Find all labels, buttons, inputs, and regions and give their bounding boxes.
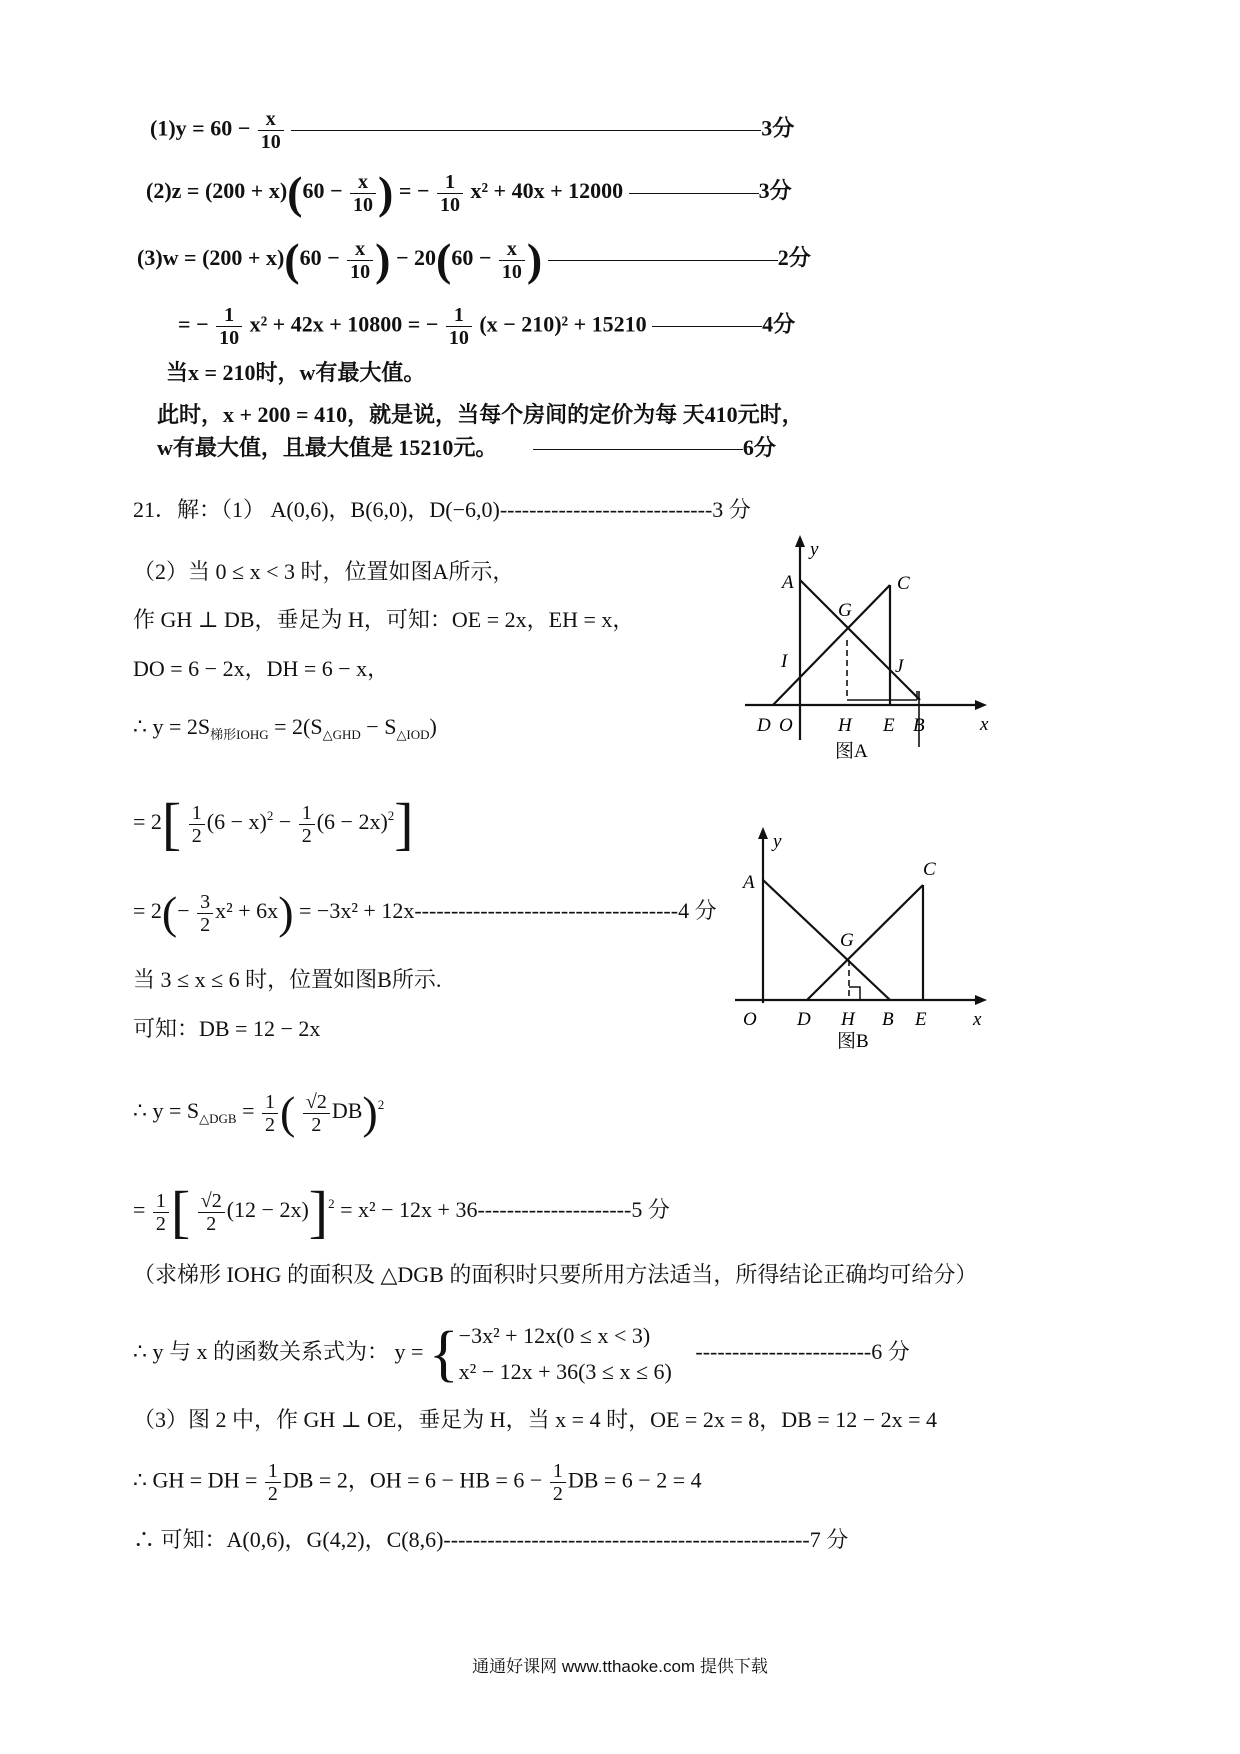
- q21-line10: ∴ $y = S_{\triangle DGB}$ = $\frac{1}{2}$ ( $\frac{√2}{2}$ DB)$^2$: [133, 1087, 385, 1138]
- q21-line9: 可知：DB = 12 − 2x: [133, 1016, 321, 1041]
- figa-label-o: O: [779, 715, 793, 736]
- figb-line-dc: [807, 885, 923, 1000]
- figb-label-h: H: [841, 1009, 855, 1030]
- figa-line-dc: [773, 585, 890, 705]
- q21-line3: 作 GH ⊥ DB，垂足为 H，可知：OE = 2x，EH = x，: [133, 607, 635, 632]
- figb-label-x: x: [973, 1009, 982, 1030]
- q21-line11: = $\frac{1}{2}$ [ $\frac{√2}{2}$ (12 − 2x)]$^2$ = x² − 12x + 36---------------------5 分: [133, 1179, 670, 1244]
- q21-line5: ∴ $y = 2S_{梯形IOHG} = 2(S_{\triangle GHD} - S_{\triangle IOD})$: [133, 714, 437, 742]
- figa-line-ab: [800, 580, 920, 700]
- figb-label-y: y: [773, 831, 782, 852]
- figa-label-e: E: [883, 715, 895, 736]
- q21-line2: （2）当 0 ≤ x < 3 时，位置如图A所示，: [133, 559, 515, 584]
- figa-label-a: A: [782, 572, 794, 593]
- figa-label-d: D: [757, 715, 771, 736]
- figb-label-e: E: [915, 1009, 927, 1030]
- p20-line4: = − $\frac{1}{10}$ x² + 42x + 10800 = − $\frac{1}{10}$ (x − 210)² + 15210 4分: [178, 304, 796, 349]
- q21-line14: ∴ GH = DH = $\frac{1}{2}$ DB = 2，OH = 6 − HB = 6 − $\frac{1}{2}$ DB = 6 − 2 = 4: [133, 1460, 702, 1505]
- figa-label-h: H: [838, 715, 852, 736]
- q21-line7: = 2(− $\frac{3}{2}$ x² + 6x) = −3x² + 12x------------------------------------4 分: [133, 887, 717, 938]
- figa-label-j: J: [895, 656, 904, 677]
- q21-line8: 当 3 ≤ x ≤ 6 时，位置如图B所示.: [133, 967, 442, 992]
- q21-line4: DO = 6 − 2x，DH = 6 − x，: [133, 656, 390, 681]
- p20-line6: 此时，x + 200 = 410，就是说，当每个房间的定价为每 天410元时，: [157, 402, 804, 427]
- p20-line7: w有最大值，且最大值是 15210元。 6分: [157, 435, 776, 460]
- figa-label-b: B: [913, 715, 925, 736]
- figb-label-d: D: [797, 1009, 811, 1030]
- p20-line2: (2)z = (200 + x)(60 − $\frac{x}{10}$ ) = − $\frac{1}{10}$ x² + 40x + 12000 3分: [146, 167, 792, 218]
- q21-line6: = 2[ $\frac{1}{2}$ $(6 - x)^2$ − $\frac{1}{2}$ $(6 - 2x)^2$]: [133, 791, 414, 856]
- figb-label-b: B: [882, 1009, 894, 1030]
- figb-label-c: C: [923, 859, 936, 880]
- figa-caption: 图A: [835, 741, 868, 762]
- p20-line5: 当x = 210时，w有最大值。: [166, 360, 426, 385]
- q21-line13: （3）图 2 中，作 GH ⊥ OE，垂足为 H，当 x = 4 时，OE = 2x = 8，DB = 12 − 2x = 4: [133, 1407, 938, 1432]
- figure-b: [725, 825, 995, 1055]
- figa-label-x: x: [980, 714, 989, 735]
- figb-label-o: O: [743, 1009, 757, 1030]
- figa-label-g: G: [838, 600, 852, 621]
- q21-line12: ∴ y 与 x 的函数关系式为： y = { −3x² + 12x(0 ≤ x < 3) x² − 12x + 36(3 ≤ x ≤ 6) ------------------------6 分: [133, 1320, 910, 1388]
- figb-label-a: A: [743, 872, 755, 893]
- page-footer: 通通好课网 www.tthaoke.com 提供下载: [472, 1657, 768, 1676]
- figure-a: [735, 535, 995, 765]
- figa-label-y: y: [810, 539, 819, 560]
- p20-line3: (3)w = (200 + x)(60 − $\frac{x}{10}$ ) − 20(60 − $\frac{x}{10}$ ) 2分: [137, 234, 811, 285]
- figb-label-g: G: [840, 930, 854, 951]
- figa-label-i: I: [781, 651, 788, 672]
- q21-line1: 21．解：（1） A(0,6)，B(6,0)，D(−6,0)-----------------------------3 分: [133, 497, 751, 522]
- figa-label-c: C: [897, 573, 910, 594]
- q21-line15: ∴ 可知：A(0,6)，G(4,2)，C(8,6)--------------------------------------------------7 分: [133, 1527, 849, 1552]
- p20-line1: (1)y = 60 − $\frac{x}{10}$ 3分: [150, 108, 795, 153]
- q21-note: （求梯形 IOHG 的面积及 △DGB 的面积时只要所用方法适当，所得结论正确均可给分）: [133, 1262, 978, 1287]
- figb-caption: 图B: [837, 1031, 869, 1052]
